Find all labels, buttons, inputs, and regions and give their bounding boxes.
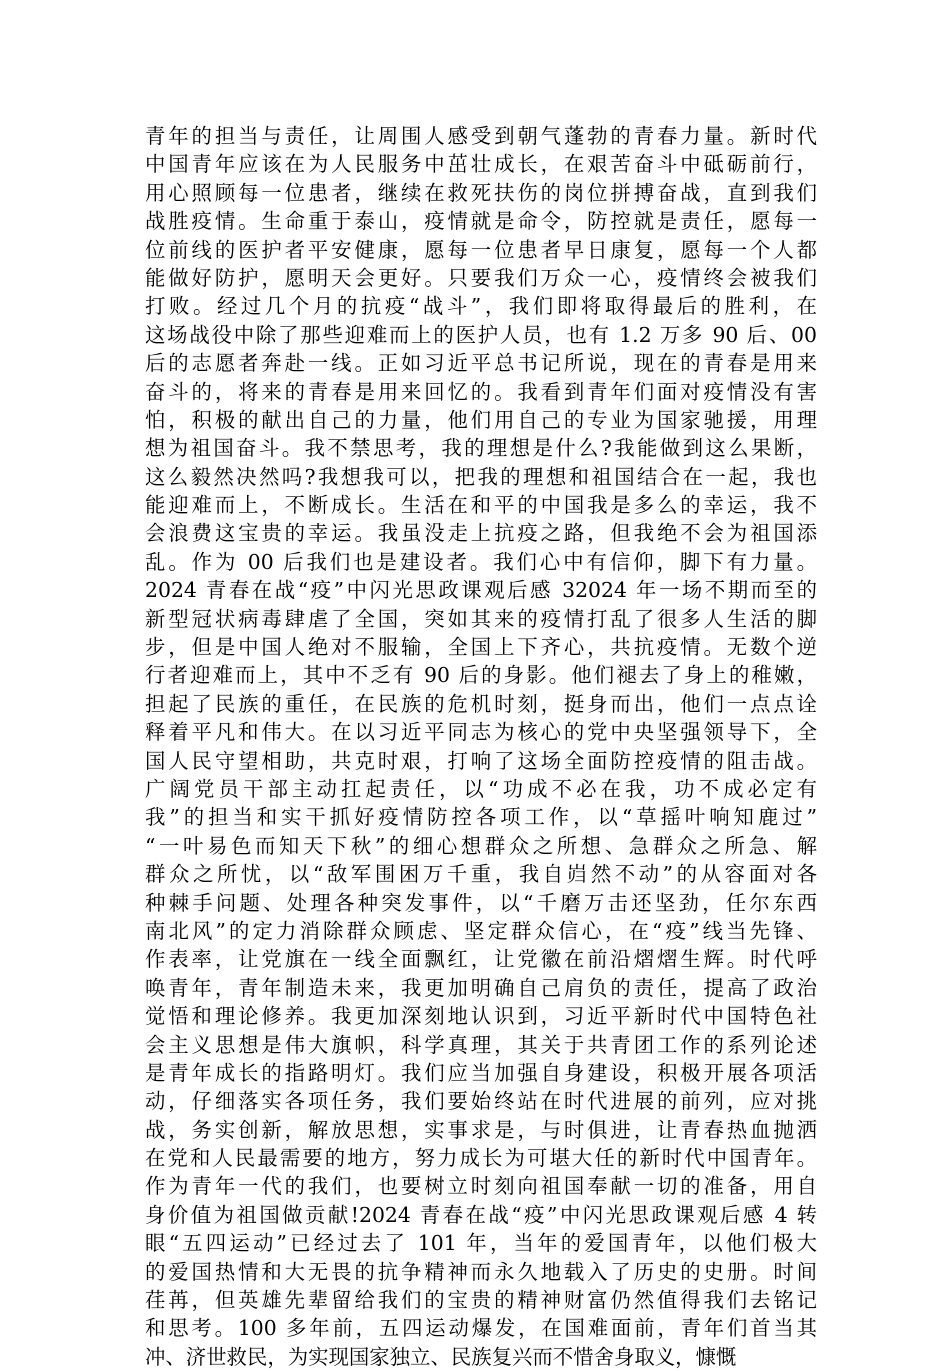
text-line: 担起了民族的重任，在民族的危机时刻，挺身而出，他们一点点诠 xyxy=(145,691,817,716)
text-line: 乱。作为 00 后我们也是建设者。我们心中有信仰，脚下有力量。 xyxy=(145,549,817,574)
text-line: 南北风”的定力消除群众顾虑、坚定群众信心，在“疫”线当先锋、 xyxy=(145,918,817,943)
text-line: 的爱国热情和大无畏的抗争精神而永久地载入了历史的史册。时间 xyxy=(145,1259,817,1284)
text-line: 在党和人民最需要的地方，努力成长为可堪大任的新时代中国青年。 xyxy=(145,1146,817,1171)
text-line: 这场战役中除了那些迎难而上的医护人员，也有 1.2 万多 90 后、00 xyxy=(145,322,817,347)
text-line: 身价值为祖国做贡献!2024 青春在战“疫”中闪光思政课观后感 4 转 xyxy=(145,1202,817,1227)
text-line: 作表率，让党旗在一线全面飘红，让党徽在前沿熠熠生辉。时代呼 xyxy=(145,947,817,972)
text-line: 觉悟和理论修养。我更加深刻地认识到，习近平新时代中国特色社 xyxy=(145,1004,817,1029)
text-line: 群众之所忧，以“敌军围困万千重，我自岿然不动”的从容面对各 xyxy=(145,862,817,887)
text-line: 唤青年，青年制造未来，我更加明确自己肩负的责任，提高了政治 xyxy=(145,975,817,1000)
text-line: 能迎难而上，不断成长。生活在和平的中国我是多么的幸运，我不 xyxy=(145,493,817,518)
text-line: 释着平凡和伟大。在以习近平同志为核心的党中央坚强领导下，全 xyxy=(145,720,817,745)
text-line: 中国青年应该在为人民服务中茁壮成长，在艰苦奋斗中砥砺前行， xyxy=(145,152,817,177)
text-line: 能做好防护，愿明天会更好。只要我们万众一心，疫情终会被我们 xyxy=(145,265,817,290)
text-line: 会浪费这宝贵的幸运。我虽没走上抗疫之路，但我绝不会为祖国添 xyxy=(145,521,817,546)
text-line: 2024 青春在战“疫”中闪光思政课观后感 32024 年一场不期而至的 xyxy=(145,578,817,603)
text-line: 国人民守望相助，共克时艰，打响了这场全面防控疫情的阻击战。 xyxy=(145,748,817,773)
text-line: 用心照顾每一位患者，继续在救死扶伤的岗位拼搏奋战，直到我们 xyxy=(145,180,817,205)
text-line: 青年的担当与责任，让周围人感受到朝气蓬勃的青春力量。新时代 xyxy=(145,124,817,148)
text-line: 作为青年一代的我们，也要树立时刻向祖国奉献一切的准备，用自 xyxy=(145,1174,817,1199)
text-line: 和思考。100 多年前，五四运动爆发，在国难面前，青年们首当其 xyxy=(145,1316,817,1341)
text-line: 位前线的医护者平安健康，愿每一位患者早日康复，愿每一个人都 xyxy=(145,237,817,262)
text-line: 动，仔细落实各项任务，我们要始终站在时代进展的前列，应对挑 xyxy=(145,1089,817,1114)
text-line: 种棘手问题、处理各种突发事件，以“千磨万击还坚劲，任尔东西 xyxy=(145,890,817,915)
text-line: “一叶易色而知天下秋”的细心想群众之所想、急群众之所急、解 xyxy=(145,833,817,858)
text-line: 怕，积极的献出自己的力量，他们用自己的专业为国家驰援，用理 xyxy=(145,407,817,432)
text-line: 会主义思想是伟大旗帜，科学真理，其关于共青团工作的系列论述 xyxy=(145,1032,817,1057)
body-text xyxy=(145,122,817,1371)
text-line: 行者迎难而上，其中不乏有 90 后的身影。他们褪去了身上的稚嫩， xyxy=(145,663,817,688)
text-line: 新型冠状病毒肆虐了全国，突如其来的疫情打乱了很多人生活的脚 xyxy=(145,606,817,631)
text-line: 想为祖国奋斗。我不禁思考，我的理想是什么?我能做到这么果断， xyxy=(145,436,817,461)
text-line: 后的志愿者奔赴一线。正如习近平总书记所说，现在的青春是用来 xyxy=(145,351,817,376)
text-line: 广阔党员干部主动扛起责任，以“功成不必在我，功不成必定有 xyxy=(145,776,817,801)
text-line: 奋斗的，将来的青春是用来回忆的。我看到青年们面对疫情没有害 xyxy=(145,379,817,404)
text-line: 我”的担当和实干抓好疫情防控各项工作，以“草摇叶响知鹿过” xyxy=(145,805,817,830)
text-line: 荏苒，但英雄先辈留给我们的宝贵的精神财富仍然值得我们去铭记 xyxy=(145,1288,817,1313)
text-line: 战胜疫情。生命重于泰山，疫情就是命令，防控就是责任，愿每一 xyxy=(145,209,817,234)
text-line: 是青年成长的指路明灯。我们应当加强自身建设，积极开展各项活 xyxy=(145,1060,817,1085)
text-line: 战，务实创新，解放思想，实事求是，与时俱进，让青春热血抛洒 xyxy=(145,1117,817,1142)
text-line: 眼“五四运动”已经过去了 101 年，当年的爱国青年，以他们极大 xyxy=(145,1231,817,1256)
text-line: 步，但是中国人绝对不服输，全国上下齐心，共抗疫情。无数个逆 xyxy=(145,635,817,660)
text-line: 打败。经过几个月的抗疫“战斗”，我们即将取得最后的胜利，在 xyxy=(145,294,817,319)
text-line: 冲、济世救民，为实现国家独立、民族复兴而不惜舍身取义，慷慨 xyxy=(145,1344,737,1369)
text-line: 这么毅然决然吗?我想我可以，把我的理想和祖国结合在一起，我也 xyxy=(145,464,817,489)
